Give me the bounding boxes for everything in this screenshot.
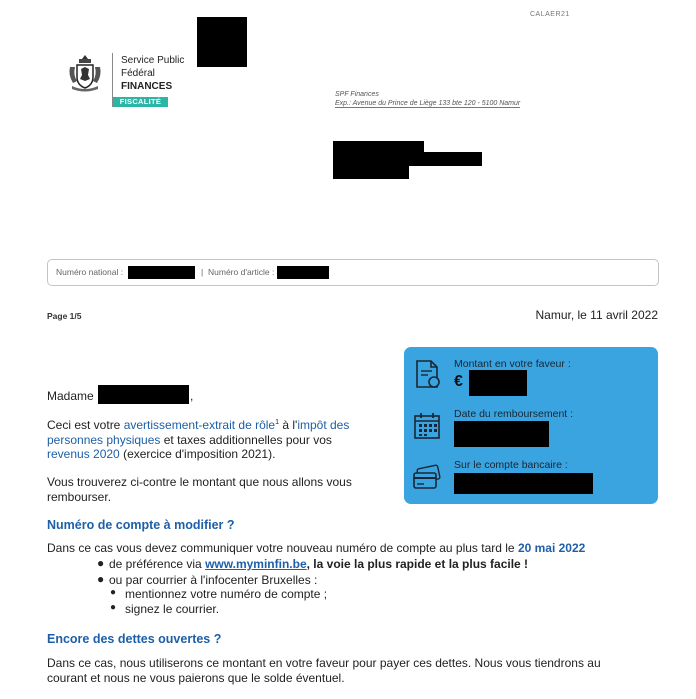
open-debts-text xyxy=(47,656,677,685)
calendar-icon xyxy=(412,411,442,441)
national-number-label: Numéro national : xyxy=(56,267,124,277)
bullet-text-bold: , la voie la plus rapide et la plus facile ! xyxy=(306,557,529,571)
bullet-text: de préférence via xyxy=(109,557,206,571)
sender-name: SPF Finances xyxy=(335,91,379,98)
bullet-icon: ● xyxy=(97,556,105,570)
intro-text: et taxes additionnelles pour vos xyxy=(160,432,332,447)
reference-box xyxy=(47,259,659,286)
heading-open-debts: Encore des dettes ouvertes ? xyxy=(47,632,222,646)
org-line-1: Service Public xyxy=(121,55,185,66)
redacted-block xyxy=(197,17,247,67)
page-number: Page 1/5 xyxy=(47,311,82,321)
org-badge: FISCALITÉ xyxy=(113,97,168,107)
salutation xyxy=(47,389,94,404)
refund-text-line: Vous trouverez ci-contre le montant que nous allons vous xyxy=(47,475,352,489)
refund-info-box xyxy=(404,347,658,504)
sub-bullet-account: mentionnez votre numéro de compte ; xyxy=(125,587,328,601)
myminfin-link[interactable]: www.myminfin.be xyxy=(205,557,307,571)
sender-address: Exp.: Avenue du Prince de Liège 133 bte 120 - 5100 Namur xyxy=(335,100,521,107)
amount-label: Montant en votre faveur : xyxy=(454,358,571,370)
reference-separator: | xyxy=(201,267,204,277)
open-debts-line: courant et nous ne vous paierons que le solde éventuel. xyxy=(47,670,345,685)
bullet-myminfin xyxy=(109,557,528,572)
intro-text: (exercice d'imposition 2021). xyxy=(119,447,276,461)
paragraph-intro xyxy=(47,416,397,462)
redacted-block xyxy=(469,370,527,396)
bullet-icon: ● xyxy=(110,587,117,598)
redacted-block xyxy=(98,385,189,404)
footnote-marker: 1 xyxy=(275,419,280,426)
change-account-sentence: Dans ce cas vous devez communiquer votre nouveau numéro de compte au plus tard le xyxy=(47,541,518,555)
org-line-3: FINANCES xyxy=(121,81,173,92)
crest-icon xyxy=(66,53,104,93)
org-name xyxy=(121,54,184,93)
deadline-date: 20 mai 2022 xyxy=(517,541,586,555)
bank-account-label: Sur le compte bancaire : xyxy=(454,459,568,471)
bullet-icon: ● xyxy=(97,572,105,586)
intro-term-assessment: avertissement-extrait de rôle xyxy=(123,418,276,432)
sender-block xyxy=(335,90,520,108)
salutation-text: Madame xyxy=(47,389,94,403)
sub-bullet-sign: signez le courrier. xyxy=(125,602,220,616)
currency-symbol: € xyxy=(454,373,463,390)
paragraph-refund xyxy=(47,475,397,504)
salutation-end: , xyxy=(190,389,194,403)
article-number-label: Numéro d'article : xyxy=(208,267,275,277)
bullet-icon: ● xyxy=(110,602,117,613)
document-code: CALAER21 xyxy=(530,11,570,18)
bullet-mail: ou par courrier à l'infocenter Bruxelles : xyxy=(109,573,318,587)
redacted-block xyxy=(128,266,195,279)
credit-card-icon xyxy=(412,463,442,493)
change-account-text xyxy=(47,541,667,556)
redacted-block xyxy=(454,473,593,494)
heading-change-account: Numéro de compte à modifier ? xyxy=(47,518,235,532)
letter-date: Namur, le 11 avril 2022 xyxy=(535,308,658,322)
open-debts-line: Dans ce cas, nous utiliserons ce montant en votre faveur pour payer ces dettes. Nous vous tiendrons au xyxy=(47,656,601,670)
redacted-block xyxy=(333,165,409,179)
redacted-block xyxy=(277,266,329,279)
intro-text: Ceci est votre xyxy=(47,418,124,432)
refund-date-label: Date du remboursement : xyxy=(454,408,574,420)
intro-term-income-year: revenus 2020 xyxy=(47,447,120,461)
intro-term-tax: impôt des xyxy=(297,418,350,432)
redacted-block xyxy=(454,421,549,447)
document-money-icon xyxy=(412,359,442,389)
intro-term-persons: personnes physiques xyxy=(47,432,161,447)
refund-text-line: rembourser. xyxy=(47,489,112,504)
intro-text: à l' xyxy=(279,418,298,432)
redacted-block xyxy=(333,152,482,166)
org-line-2: Fédéral xyxy=(121,68,155,79)
